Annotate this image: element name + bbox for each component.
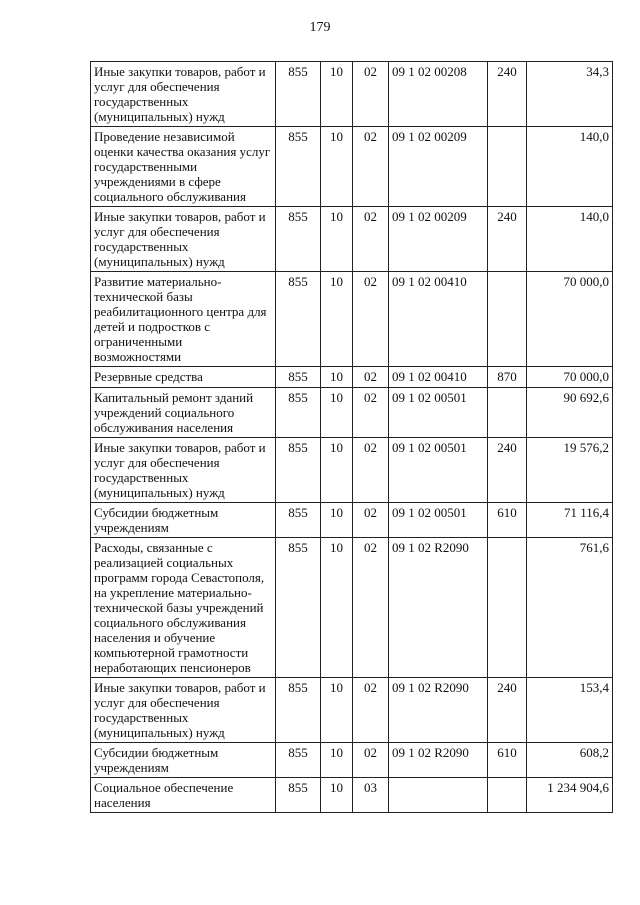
row-name: Субсидии бюджетным учреждениям xyxy=(91,743,276,778)
row-subsection: 02 xyxy=(353,207,389,272)
row-subsection: 02 xyxy=(353,367,389,388)
table-row xyxy=(91,743,613,778)
table-row xyxy=(91,62,613,127)
row-grbs: 855 xyxy=(276,438,321,503)
row-section: 10 xyxy=(321,62,353,127)
row-amount: 140,0 xyxy=(527,207,613,272)
row-grbs: 855 xyxy=(276,743,321,778)
row-target-code: 09 1 02 00501 xyxy=(389,438,488,503)
row-expense-type: 240 xyxy=(488,62,527,127)
row-grbs: 855 xyxy=(276,207,321,272)
row-subsection: 02 xyxy=(353,743,389,778)
row-expense-type xyxy=(488,388,527,438)
row-expense-type: 610 xyxy=(488,503,527,538)
row-name: Расходы, связанные с реализацией социальных программ города Севастополя, на укрепление материально-технической базы учреждений социального обслуживания населения и обучение компьютерной грамотности неработающих пенсионеров xyxy=(91,538,276,678)
row-name: Резервные средства xyxy=(91,367,276,388)
row-target-code: 09 1 02 00410 xyxy=(389,367,488,388)
row-grbs: 855 xyxy=(276,538,321,678)
table-row xyxy=(91,438,613,503)
row-section: 10 xyxy=(321,272,353,367)
table-row xyxy=(91,272,613,367)
row-grbs: 855 xyxy=(276,503,321,538)
row-grbs: 855 xyxy=(276,388,321,438)
row-target-code: 09 1 02 00209 xyxy=(389,127,488,207)
row-name: Развитие материально-технической базы реабилитационного центра для детей и подростков с ограниченными возможностями xyxy=(91,272,276,367)
row-amount: 153,4 xyxy=(527,678,613,743)
row-subsection: 02 xyxy=(353,272,389,367)
row-section: 10 xyxy=(321,388,353,438)
row-amount: 71 116,4 xyxy=(527,503,613,538)
row-expense-type: 240 xyxy=(488,207,527,272)
row-amount: 19 576,2 xyxy=(527,438,613,503)
row-target-code xyxy=(389,778,488,813)
row-grbs: 855 xyxy=(276,678,321,743)
row-section: 10 xyxy=(321,127,353,207)
row-amount: 761,6 xyxy=(527,538,613,678)
row-subsection: 02 xyxy=(353,538,389,678)
row-section: 10 xyxy=(321,207,353,272)
table-row xyxy=(91,207,613,272)
row-amount: 1 234 904,6 xyxy=(527,778,613,813)
row-subsection: 02 xyxy=(353,438,389,503)
row-expense-type xyxy=(488,127,527,207)
row-subsection: 03 xyxy=(353,778,389,813)
row-expense-type xyxy=(488,778,527,813)
table-row xyxy=(91,503,613,538)
row-target-code: 09 1 02 00501 xyxy=(389,503,488,538)
row-grbs: 855 xyxy=(276,367,321,388)
row-grbs: 855 xyxy=(276,778,321,813)
row-name: Иные закупки товаров, работ и услуг для обеспечения государственных (муниципальных) нужд xyxy=(91,62,276,127)
table-row xyxy=(91,678,613,743)
row-name: Иные закупки товаров, работ и услуг для обеспечения государственных (муниципальных) нужд xyxy=(91,207,276,272)
row-target-code: 09 1 02 00501 xyxy=(389,388,488,438)
row-subsection: 02 xyxy=(353,503,389,538)
row-amount: 608,2 xyxy=(527,743,613,778)
row-expense-type: 870 xyxy=(488,367,527,388)
row-section: 10 xyxy=(321,743,353,778)
row-section: 10 xyxy=(321,778,353,813)
row-subsection: 02 xyxy=(353,62,389,127)
row-expense-type xyxy=(488,538,527,678)
table-row xyxy=(91,538,613,678)
row-subsection: 02 xyxy=(353,388,389,438)
row-name: Субсидии бюджетным учреждениям xyxy=(91,503,276,538)
row-grbs: 855 xyxy=(276,127,321,207)
row-target-code: 09 1 02 00410 xyxy=(389,272,488,367)
table-row xyxy=(91,127,613,207)
row-amount: 34,3 xyxy=(527,62,613,127)
budget-table xyxy=(90,61,613,813)
row-target-code: 09 1 02 R2090 xyxy=(389,743,488,778)
table-row xyxy=(91,388,613,438)
row-amount: 70 000,0 xyxy=(527,272,613,367)
row-grbs: 855 xyxy=(276,272,321,367)
row-name: Проведение независимой оценки качества оказания услуг государственными учреждениями в сфере социального обслуживания xyxy=(91,127,276,207)
row-expense-type: 240 xyxy=(488,678,527,743)
row-section: 10 xyxy=(321,678,353,743)
row-section: 10 xyxy=(321,367,353,388)
row-name: Социальное обеспечение населения xyxy=(91,778,276,813)
row-section: 10 xyxy=(321,538,353,678)
table-row xyxy=(91,778,613,813)
row-section: 10 xyxy=(321,503,353,538)
row-target-code: 09 1 02 00208 xyxy=(389,62,488,127)
row-subsection: 02 xyxy=(353,127,389,207)
row-target-code: 09 1 02 R2090 xyxy=(389,678,488,743)
row-section: 10 xyxy=(321,438,353,503)
row-target-code: 09 1 02 00209 xyxy=(389,207,488,272)
row-name: Капитальный ремонт зданий учреждений социального обслуживания населения xyxy=(91,388,276,438)
row-name: Иные закупки товаров, работ и услуг для обеспечения государственных (муниципальных) нужд xyxy=(91,678,276,743)
row-expense-type xyxy=(488,272,527,367)
row-expense-type: 240 xyxy=(488,438,527,503)
row-target-code: 09 1 02 R2090 xyxy=(389,538,488,678)
row-expense-type: 610 xyxy=(488,743,527,778)
page-number: 179 xyxy=(309,20,331,35)
row-amount: 90 692,6 xyxy=(527,388,613,438)
row-grbs: 855 xyxy=(276,62,321,127)
row-amount: 140,0 xyxy=(527,127,613,207)
row-name: Иные закупки товаров, работ и услуг для обеспечения государственных (муниципальных) нужд xyxy=(91,438,276,503)
table-row xyxy=(91,367,613,388)
row-subsection: 02 xyxy=(353,678,389,743)
row-amount: 70 000,0 xyxy=(527,367,613,388)
